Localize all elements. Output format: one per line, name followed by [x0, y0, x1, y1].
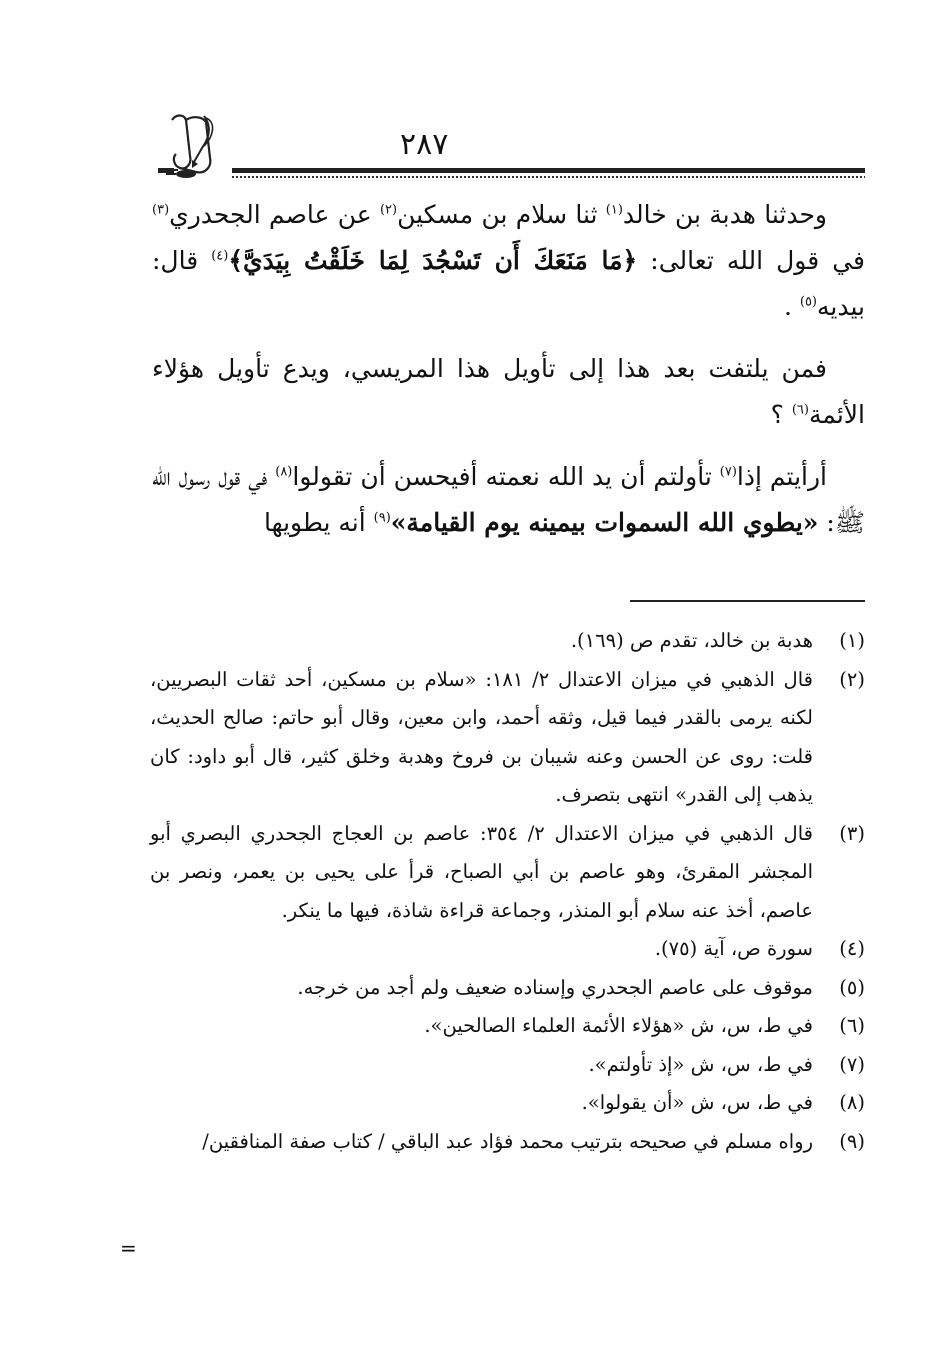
- footnote-number: (٥): [839, 975, 865, 999]
- footnotes: [150, 622, 865, 1161]
- footnote-text: قال الذهبي في ميزان الاعتدال ٢/ ٣٥٤: عاصم بن العجاج الجحدري البصري أبو المجشر المقرئ، وهو عاصم بن أبي الصباح، قرأ على يحيى بن يعمر، ونصر بن عاصم، أخذ عنه سلام أبو المنذر، وجماعة قراءة شاذة، فيها ما ينكر.: [150, 821, 813, 922]
- text-run: ؟: [770, 400, 792, 429]
- footnote-ref: (٧): [719, 464, 737, 480]
- footnote-ref: (٩): [373, 510, 391, 526]
- text-run: أرأيتم إذا: [736, 462, 827, 491]
- footnote-ref: (٨): [275, 464, 293, 480]
- page-number: ٢٨٧: [400, 127, 449, 162]
- footnote-ref: (٥): [799, 294, 817, 310]
- footnote-text: في ط، س، ش «هؤلاء الأئمة العلماء الصالحين».: [424, 1014, 813, 1037]
- footnote-number: (٩): [839, 1129, 865, 1153]
- footnote-5: [150, 969, 865, 1008]
- footnote-text: سورة ص، آية (٧٥).: [654, 937, 813, 960]
- footnote-number: (٢): [839, 667, 865, 691]
- footnote-number: (٣): [839, 821, 865, 845]
- footnote-1: [150, 622, 865, 661]
- footnote-text: في ط، س، ش «إذ تأولتم».: [588, 1052, 813, 1076]
- text-run: تأولتم أن يد الله نعمته أفيحسن أن تقولوا: [292, 462, 720, 491]
- text-run: ثنا سلام بن مسكين: [397, 200, 606, 229]
- footnote-number: (٤): [839, 937, 865, 960]
- text-run: عن عاصم الجحدري: [169, 200, 380, 229]
- text-run: فمن يلتفت بعد هذا إلى تأويل هذا المريسي، ويدع تأويل هؤلاء الأئمة: [152, 354, 865, 429]
- footnote-text: موقوف على عاصم الجحدري وإسناده ضعيف ولم أجد من خرجه.: [297, 975, 813, 999]
- footnote-ref: (١): [605, 202, 623, 218]
- quran-verse: ﴿مَا مَنَعَكَ أَن تَسْجُدَ لِمَا خَلَقْتُ بِيَدَيَّ﴾: [228, 246, 638, 275]
- footnote-8: [150, 1084, 865, 1123]
- text-run: قال: بيديه: [152, 246, 865, 321]
- footnote-4: [150, 930, 865, 969]
- footnote-text: رواه مسلم في صحيحه بترتيب محمد فؤاد عبد الباقي / كتاب صفة المنافقين/: [202, 1129, 813, 1153]
- footnote-separator: [630, 600, 865, 602]
- footnote-9: [150, 1123, 865, 1162]
- main-text: [152, 192, 865, 562]
- hadith-quote: «يطوي الله السموات بيمينه يوم القيامة»: [390, 508, 819, 537]
- footnote-2: [150, 661, 865, 815]
- footnote-7: [150, 1046, 865, 1085]
- footnote-text: هدبة بن خالد، تقدم ص (١٦٩).: [570, 629, 813, 652]
- paragraph-hudba-narration: [152, 192, 865, 330]
- continuation-mark: =: [120, 1236, 137, 1260]
- paragraph-question: [152, 346, 865, 438]
- footnote-number: (١): [839, 629, 865, 652]
- text-run: في قول الله تعالى:: [637, 246, 865, 275]
- footnote-ref: (٢): [379, 202, 398, 218]
- footnote-text: في ط، س، ش «أن يقولوا».: [581, 1091, 813, 1114]
- footnote-number: (٧): [839, 1052, 865, 1076]
- footnote-6: [150, 1007, 865, 1046]
- header-rule-dotted: [232, 176, 865, 178]
- footnote-ref: (٤): [211, 248, 229, 264]
- header-rule: [232, 168, 865, 173]
- page-header: [150, 112, 865, 184]
- footnote-text: قال الذهبي في ميزان الاعتدال ٢/ ١٨١: «سلام بن مسكين، أحد ثقات البصريين، لكنه يرمى بالقدر فيما قيل، وثقه أحمد، وابن معين، وقال أبو حاتم: صالح الحديث، قلت: روى عن الحسن وعنه شيبان بن فروخ وهدبة وخلق كثير، قال أبو داود: كان يذهب إلى القدر» انتهى بتصرف.: [150, 667, 813, 806]
- text-run: في قول رسول الله ﷺ:: [152, 462, 865, 537]
- text-run: وحدثنا هدبة بن خالد: [622, 200, 827, 229]
- footnote-number: (٨): [839, 1091, 865, 1114]
- footnote-number: (٦): [839, 1014, 865, 1037]
- text-run: .: [783, 292, 800, 321]
- paragraph-hadith: [152, 454, 865, 546]
- footnote-3: [150, 815, 865, 931]
- text-run: أنه يطويها: [263, 508, 374, 537]
- header-rule-left: [158, 168, 174, 173]
- footnote-ref: (٦): [791, 402, 809, 418]
- footnote-ref: (٣): [152, 202, 170, 218]
